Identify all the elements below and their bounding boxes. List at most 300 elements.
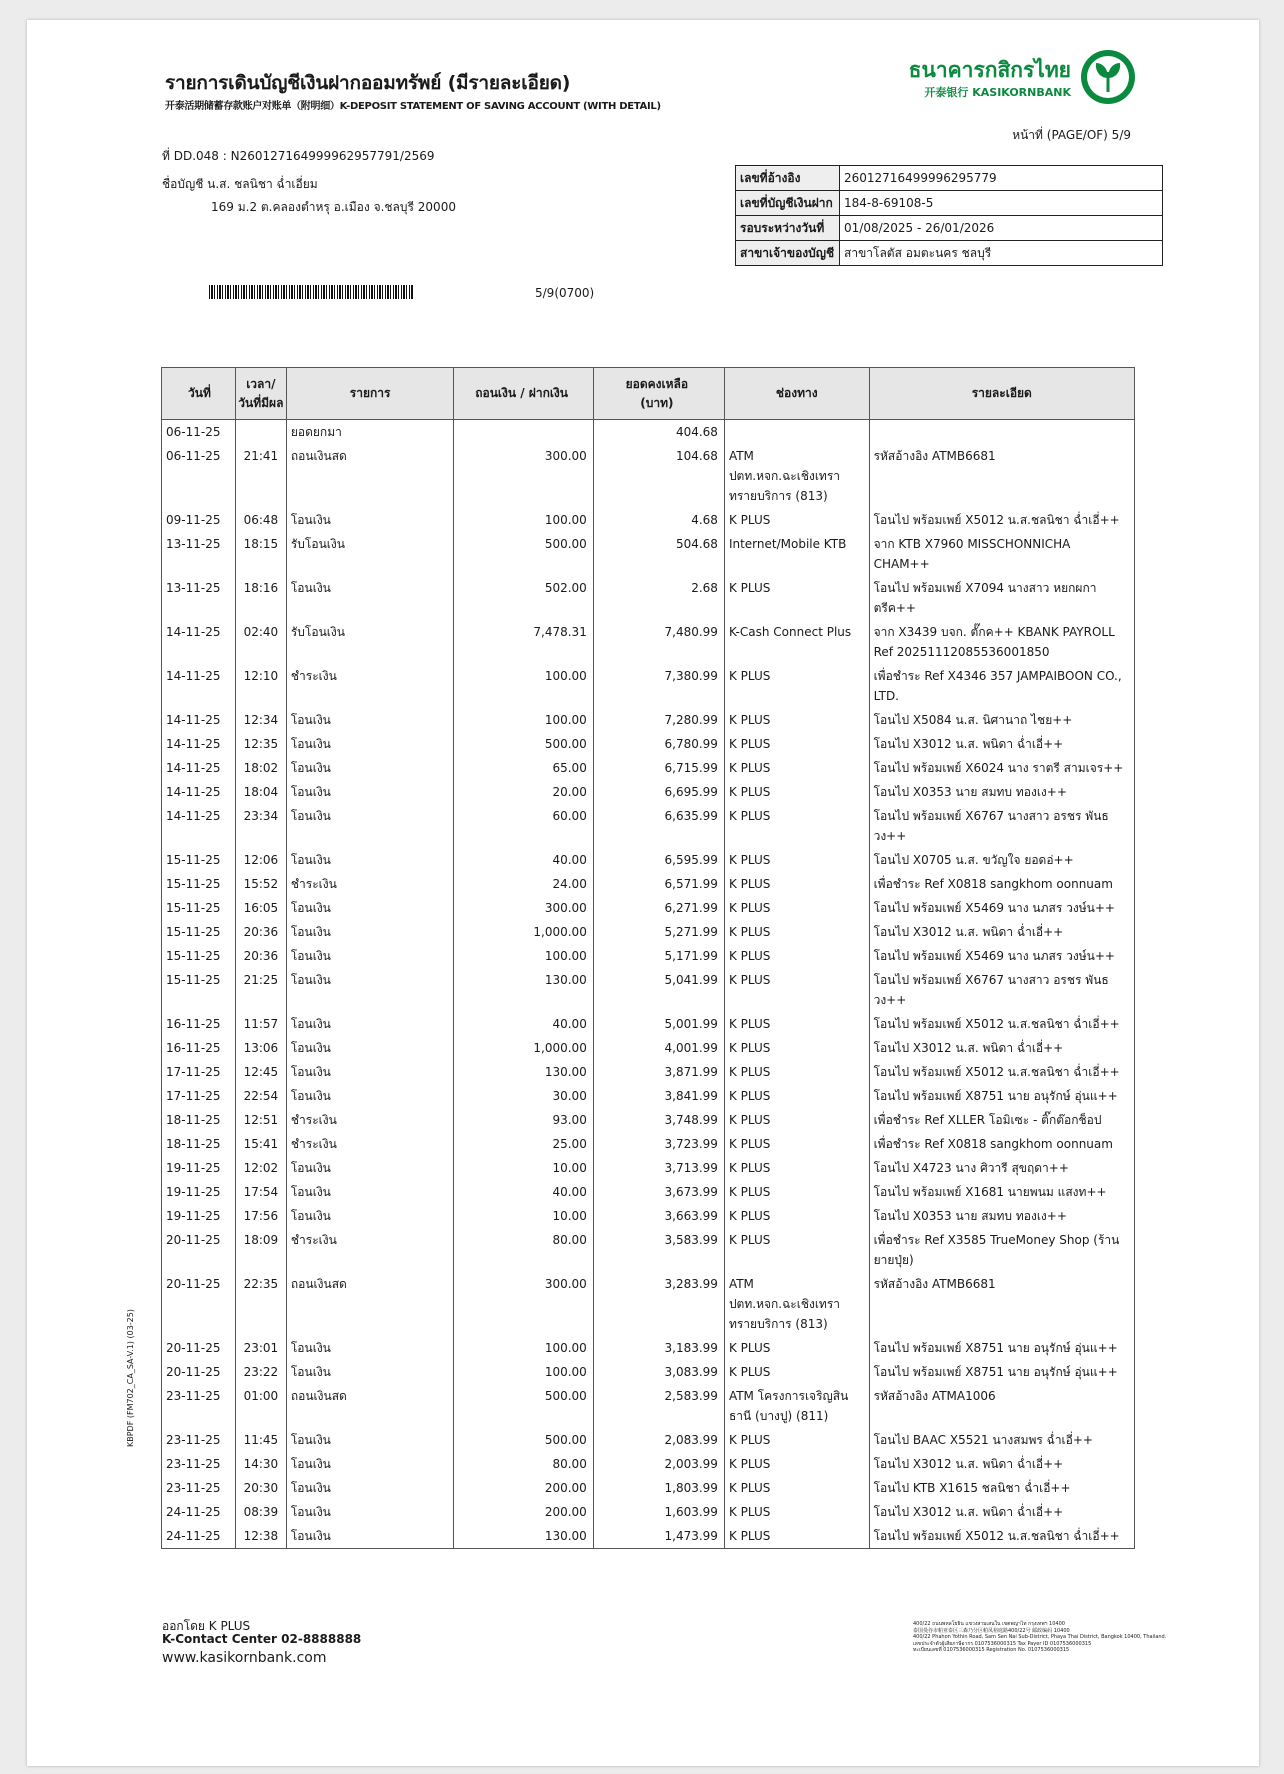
cell-channel: K PLUS: [724, 1360, 869, 1384]
info-label: รอบระหว่างวันที่: [736, 216, 840, 241]
info-row-reference: [736, 166, 1163, 191]
cell-time: 17:56: [235, 1204, 286, 1228]
info-label: สาขาเจ้าของบัญชี: [736, 241, 840, 266]
bank-address-line: 400/22 ถนนพหลโยธิน แขวงสามเสนใน เขตพญาไท กรุงเทพฯ 10400: [913, 1621, 1065, 1627]
cell-balance: 2.68: [593, 576, 724, 620]
cell-balance: 1,803.99: [593, 1476, 724, 1500]
cell-balance: 3,183.99: [593, 1336, 724, 1360]
cell-description: ถอนเงินสด: [286, 444, 454, 508]
cell-amount: 100.00: [454, 708, 593, 732]
table-row: [162, 944, 1135, 968]
cell-channel: K PLUS: [724, 1132, 869, 1156]
cell-description: โอนเงิน: [286, 1180, 454, 1204]
cell-detail: โอนไป X3012 น.ส. พนิดา ฉ่ำเอี่++: [869, 1452, 1134, 1476]
cell-date: 06-11-25: [162, 420, 236, 445]
cell-description: โอนเงิน: [286, 920, 454, 944]
cell-date: 17-11-25: [162, 1060, 236, 1084]
cell-amount: 80.00: [454, 1228, 593, 1272]
cell-time: 17:54: [235, 1180, 286, 1204]
contact-center: K-Contact Center 02-8888888: [162, 1632, 362, 1646]
table-row: [162, 708, 1135, 732]
cell-detail: โอนไป พร้อมเพย์ X8751 นาย อนุรักษ์ อุ่นแ++: [869, 1336, 1134, 1360]
info-value: 184-8-69108-5: [840, 191, 1163, 216]
cell-balance: 104.68: [593, 444, 724, 508]
account-holder-address: 169 ม.2 ต.คลองตำหรุ อ.เมือง จ.ชลบุรี 20000: [211, 200, 456, 214]
cell-balance: 3,748.99: [593, 1108, 724, 1132]
cell-channel: K PLUS: [724, 872, 869, 896]
cell-balance: 6,715.99: [593, 756, 724, 780]
cell-channel: K PLUS: [724, 1204, 869, 1228]
table-row: [162, 780, 1135, 804]
table-row: [162, 1384, 1135, 1428]
cell-detail: โอนไป พร้อมเพย์ X5012 น.ส.ชลนิชา ฉ่ำเอี่++: [869, 1060, 1134, 1084]
cell-time: 22:54: [235, 1084, 286, 1108]
cell-amount: 130.00: [454, 1524, 593, 1549]
cell-description: โอนเงิน: [286, 1156, 454, 1180]
cell-balance: 6,571.99: [593, 872, 724, 896]
cell-amount: 1,000.00: [454, 920, 593, 944]
cell-description: โอนเงิน: [286, 848, 454, 872]
cell-time: 14:30: [235, 1452, 286, 1476]
cell-balance: 3,673.99: [593, 1180, 724, 1204]
page-number: หน้าที่ (PAGE/OF) 5/9: [1012, 128, 1131, 142]
cell-balance: 5,171.99: [593, 944, 724, 968]
cell-time: 18:02: [235, 756, 286, 780]
cell-balance: 5,001.99: [593, 1012, 724, 1036]
transaction-table: [161, 367, 1135, 1549]
cell-date: 14-11-25: [162, 780, 236, 804]
cell-detail: รหัสอ้างอิง ATMB6681: [869, 1272, 1134, 1336]
form-code: KBPDF (FM702_CA_SA-V.1) (03-25): [126, 1309, 135, 1447]
cell-date: 14-11-25: [162, 664, 236, 708]
cell-amount: 500.00: [454, 732, 593, 756]
transaction-rows: [162, 420, 1135, 1549]
table-row: [162, 732, 1135, 756]
cell-date: 19-11-25: [162, 1156, 236, 1180]
cell-channel: K PLUS: [724, 780, 869, 804]
cell-date: 15-11-25: [162, 872, 236, 896]
cell-amount: 7,478.31: [454, 620, 593, 664]
cell-amount: 60.00: [454, 804, 593, 848]
cell-date: 20-11-25: [162, 1228, 236, 1272]
cell-detail: โอนไป X4723 นาง ศิวารี สุขฤดา++: [869, 1156, 1134, 1180]
header-detail: รายละเอียด: [869, 368, 1134, 420]
cell-amount: 500.00: [454, 532, 593, 576]
header-balance-line2: (บาท): [640, 395, 674, 410]
cell-amount: 100.00: [454, 1336, 593, 1360]
cell-description: โอนเงิน: [286, 1500, 454, 1524]
cell-time: 20:36: [235, 920, 286, 944]
cell-description: ชำระเงิน: [286, 872, 454, 896]
cell-description: โอนเงิน: [286, 1036, 454, 1060]
cell-time: 13:06: [235, 1036, 286, 1060]
cell-time: 12:06: [235, 848, 286, 872]
cell-channel: ATM ปตท.หจก.ฉะเชิงเทราทรายบริการ (813): [724, 1272, 869, 1336]
cell-date: 23-11-25: [162, 1452, 236, 1476]
cell-detail: โอนไป พร้อมเพย์ X5012 น.ส.ชลนิชา ฉ่ำเอี่++: [869, 1524, 1134, 1549]
cell-amount: 200.00: [454, 1476, 593, 1500]
cell-description: โอนเงิน: [286, 576, 454, 620]
cell-balance: 6,780.99: [593, 732, 724, 756]
cell-date: 18-11-25: [162, 1132, 236, 1156]
barcode-number: 5/9(0700): [535, 286, 595, 300]
table-row: [162, 1336, 1135, 1360]
table-row: [162, 508, 1135, 532]
cell-date: 09-11-25: [162, 508, 236, 532]
cell-time: 15:41: [235, 1132, 286, 1156]
cell-channel: K PLUS: [724, 896, 869, 920]
cell-channel: K PLUS: [724, 944, 869, 968]
info-label: เลขที่อ้างอิง: [736, 166, 840, 191]
cell-balance: 6,635.99: [593, 804, 724, 848]
cell-balance: 2,583.99: [593, 1384, 724, 1428]
cell-balance: 3,841.99: [593, 1084, 724, 1108]
cell-description: โอนเงิน: [286, 1204, 454, 1228]
cell-time: 23:34: [235, 804, 286, 848]
cell-amount: 130.00: [454, 1060, 593, 1084]
issued-by: ออกโดย K PLUS: [162, 1619, 251, 1633]
table-row: [162, 1428, 1135, 1452]
cell-description: โอนเงิน: [286, 1452, 454, 1476]
cell-channel: K PLUS: [724, 1524, 869, 1549]
cell-date: 13-11-25: [162, 576, 236, 620]
bank-address-line: 400/22 Phahon Yothin Road, Sam Sen Nai Sub-District, Phaya Thai District, Bangkok 10400, Thailand.: [913, 1634, 1167, 1640]
cell-detail: เพื่อชำระ Ref X0818 sangkhom oonnuam: [869, 872, 1134, 896]
cell-channel: K-Cash Connect Plus: [724, 620, 869, 664]
cell-description: โอนเงิน: [286, 944, 454, 968]
cell-detail: โอนไป X0353 นาย สมทบ ทองเง++: [869, 1204, 1134, 1228]
cell-date: 18-11-25: [162, 1108, 236, 1132]
cell-date: 15-11-25: [162, 896, 236, 920]
cell-channel: K PLUS: [724, 1452, 869, 1476]
info-row-branch: [736, 241, 1163, 266]
cell-balance: 2,083.99: [593, 1428, 724, 1452]
cell-balance: 404.68: [593, 420, 724, 445]
cell-time: 18:15: [235, 532, 286, 576]
cell-amount: 93.00: [454, 1108, 593, 1132]
cell-detail: โอนไป พร้อมเพย์ X7094 นางสาว หยกผกา ตรีค++: [869, 576, 1134, 620]
cell-detail: จาก KTB X7960 MISSCHONNICHA CHAM++: [869, 532, 1134, 576]
info-value: สาขาโลตัส อมตะนคร ชลบุรี: [840, 241, 1163, 266]
cell-date: 20-11-25: [162, 1336, 236, 1360]
header-balance-line1: ยอดคงเหลือ: [625, 376, 689, 391]
cell-detail: โอนไป พร้อมเพย์ X5012 น.ส.ชลนิชา ฉ่ำเอี่++: [869, 508, 1134, 532]
cell-date: 23-11-25: [162, 1476, 236, 1500]
cell-channel: K PLUS: [724, 1156, 869, 1180]
table-row: [162, 1272, 1135, 1336]
table-row: [162, 1156, 1135, 1180]
cell-time: 06:48: [235, 508, 286, 532]
table-row: [162, 1500, 1135, 1524]
cell-date: 23-11-25: [162, 1428, 236, 1452]
cell-balance: 5,271.99: [593, 920, 724, 944]
cell-time: 18:09: [235, 1228, 286, 1272]
cell-detail: โอนไป X0705 น.ส. ขวัญใจ ยอดอ่++: [869, 848, 1134, 872]
bank-address: [913, 1621, 1167, 1654]
cell-amount: 1,000.00: [454, 1036, 593, 1060]
table-row: [162, 620, 1135, 664]
cell-detail: โอนไป X3012 น.ส. พนิดา ฉ่ำเอี่++: [869, 732, 1134, 756]
cell-amount: 65.00: [454, 756, 593, 780]
cell-detail: เพื่อชำระ Ref XLLER โอมิเซะ - ติ๊กต๊อกช็อป: [869, 1108, 1134, 1132]
cell-balance: 1,603.99: [593, 1500, 724, 1524]
cell-description: โอนเงิน: [286, 1084, 454, 1108]
table-row: [162, 1452, 1135, 1476]
table-row: [162, 1132, 1135, 1156]
cell-amount: 40.00: [454, 1180, 593, 1204]
cell-amount: 100.00: [454, 1360, 593, 1384]
cell-detail: เพื่อชำระ Ref X3585 TrueMoney Shop (ร้านยายปุ่ย): [869, 1228, 1134, 1272]
table-row: [162, 532, 1135, 576]
cell-date: 15-11-25: [162, 920, 236, 944]
cell-date: 19-11-25: [162, 1180, 236, 1204]
cell-time: 20:36: [235, 944, 286, 968]
cell-detail: โอนไป พร้อมเพย์ X5469 นาง นภสร วงษ์น++: [869, 896, 1134, 920]
cell-amount: 30.00: [454, 1084, 593, 1108]
cell-time: 23:22: [235, 1360, 286, 1384]
bank-address-line: 泰国曼谷市帕亚泰区三森乃分区帕凤裕庭路400/22号 邮政编码 10400: [913, 1627, 1070, 1634]
cell-time: 23:01: [235, 1336, 286, 1360]
bank-name-english: 开泰银行 KASIKORNBANK: [924, 86, 1071, 99]
table-row: [162, 576, 1135, 620]
cell-description: โอนเงิน: [286, 804, 454, 848]
cell-description: โอนเงิน: [286, 1060, 454, 1084]
bank-logo: [903, 48, 1143, 118]
cell-date: 23-11-25: [162, 1384, 236, 1428]
cell-detail: โอนไป พร้อมเพย์ X8751 นาย อนุรักษ์ อุ่นแ++: [869, 1360, 1134, 1384]
cell-description: โอนเงิน: [286, 708, 454, 732]
cell-time: [235, 420, 286, 445]
cell-date: 20-11-25: [162, 1360, 236, 1384]
table-row: [162, 756, 1135, 780]
cell-amount: 100.00: [454, 508, 593, 532]
cell-detail: โอนไป พร้อมเพย์ X5012 น.ส.ชลนิชา ฉ่ำเอี่++: [869, 1012, 1134, 1036]
table-row: [162, 1180, 1135, 1204]
table-row: [162, 1228, 1135, 1272]
cell-channel: [724, 420, 869, 445]
cell-description: รับโอนเงิน: [286, 532, 454, 576]
statement-title-thai: รายการเดินบัญชีเงินฝากออมทรัพย์ (มีรายละเอียด): [165, 72, 571, 94]
cell-amount: 10.00: [454, 1156, 593, 1180]
cell-time: 12:51: [235, 1108, 286, 1132]
cell-amount: 20.00: [454, 780, 593, 804]
cell-balance: 3,283.99: [593, 1272, 724, 1336]
table-row: [162, 872, 1135, 896]
cell-channel: K PLUS: [724, 848, 869, 872]
cell-date: 14-11-25: [162, 756, 236, 780]
cell-time: 12:45: [235, 1060, 286, 1084]
cell-channel: K PLUS: [724, 576, 869, 620]
bank-name-thai: ธนาคารกสิกรไทย: [908, 58, 1071, 82]
table-row: [162, 1360, 1135, 1384]
cell-description: โอนเงิน: [286, 756, 454, 780]
statement-title-english: 开泰活期储蓄存款账户对账单（附明细）K-DEPOSIT STATEMENT OF SAVING ACCOUNT (WITH DETAIL): [165, 101, 661, 112]
cell-amount: 500.00: [454, 1428, 593, 1452]
cell-balance: 3,663.99: [593, 1204, 724, 1228]
cell-channel: K PLUS: [724, 1108, 869, 1132]
table-row: [162, 1060, 1135, 1084]
cell-channel: K PLUS: [724, 664, 869, 708]
cell-time: 18:16: [235, 576, 286, 620]
info-row-account-number: [736, 191, 1163, 216]
cell-detail: รหัสอ้างอิง ATMA1006: [869, 1384, 1134, 1428]
barcode-icon: [209, 285, 414, 299]
cell-amount: 100.00: [454, 944, 593, 968]
cell-amount: 300.00: [454, 896, 593, 920]
cell-balance: 6,595.99: [593, 848, 724, 872]
info-row-period: [736, 216, 1163, 241]
table-row: [162, 920, 1135, 944]
cell-channel: K PLUS: [724, 968, 869, 1012]
table-row: [162, 1476, 1135, 1500]
table-header-row: [162, 368, 1135, 420]
cell-description: โอนเงิน: [286, 780, 454, 804]
table-row: [162, 1204, 1135, 1228]
cell-channel: K PLUS: [724, 1476, 869, 1500]
cell-balance: 6,271.99: [593, 896, 724, 920]
cell-amount: 130.00: [454, 968, 593, 1012]
header-time: [235, 368, 286, 420]
cell-date: 24-11-25: [162, 1500, 236, 1524]
cell-detail: โอนไป พร้อมเพย์ X6767 นางสาว อรชร พันธวง++: [869, 968, 1134, 1012]
table-row: [162, 1524, 1135, 1549]
cell-time: 12:02: [235, 1156, 286, 1180]
info-label: เลขที่บัญชีเงินฝาก: [736, 191, 840, 216]
table-row: [162, 1084, 1135, 1108]
cell-channel: K PLUS: [724, 708, 869, 732]
cell-channel: K PLUS: [724, 1036, 869, 1060]
document-number: ที่ DD.048 : N260127164999962957791/2569: [162, 149, 435, 163]
cell-detail: โอนไป พร้อมเพย์ X1681 นายพนม แสงท++: [869, 1180, 1134, 1204]
cell-amount: 40.00: [454, 1012, 593, 1036]
cell-date: 16-11-25: [162, 1012, 236, 1036]
cell-date: 14-11-25: [162, 620, 236, 664]
cell-time: 11:57: [235, 1012, 286, 1036]
bank-website: www.kasikornbank.com: [162, 1650, 327, 1666]
cell-detail: โอนไป พร้อมเพย์ X8751 นาย อนุรักษ์ อุ่นแ++: [869, 1084, 1134, 1108]
table-row: [162, 968, 1135, 1012]
table-row: [162, 1036, 1135, 1060]
cell-channel: K PLUS: [724, 756, 869, 780]
cell-description: โอนเงิน: [286, 1336, 454, 1360]
cell-description: โอนเงิน: [286, 1360, 454, 1384]
cell-description: ชำระเงิน: [286, 1108, 454, 1132]
table-row: [162, 1108, 1135, 1132]
cell-channel: K PLUS: [724, 804, 869, 848]
cell-balance: 3,713.99: [593, 1156, 724, 1180]
cell-balance: 7,480.99: [593, 620, 724, 664]
cell-description: ชำระเงิน: [286, 1132, 454, 1156]
cell-detail: โอนไป X0353 นาย สมทบ ทองเง++: [869, 780, 1134, 804]
cell-date: 17-11-25: [162, 1084, 236, 1108]
cell-time: 12:35: [235, 732, 286, 756]
cell-description: โอนเงิน: [286, 1012, 454, 1036]
cell-description: โอนเงิน: [286, 1524, 454, 1549]
cell-balance: 6,695.99: [593, 780, 724, 804]
account-holder-name: ชื่อบัญชี น.ส. ชลนิชา ฉ่ำเอี่ยม: [162, 177, 318, 191]
cell-date: 06-11-25: [162, 444, 236, 508]
cell-description: โอนเงิน: [286, 1476, 454, 1500]
cell-date: 16-11-25: [162, 1036, 236, 1060]
cell-time: 15:52: [235, 872, 286, 896]
cell-date: 24-11-25: [162, 1524, 236, 1549]
cell-description: ชำระเงิน: [286, 664, 454, 708]
cell-channel: K PLUS: [724, 1084, 869, 1108]
cell-date: 15-11-25: [162, 848, 236, 872]
bank-address-line: ทะเบียนเลขที่ 0107536000315 Registration No. 0107536000315: [913, 1647, 1070, 1653]
statement-page: [27, 20, 1259, 1766]
cell-balance: 7,380.99: [593, 664, 724, 708]
table-row: [162, 664, 1135, 708]
cell-detail: เพื่อชำระ Ref X4346 357 JAMPAIBOON CO., LTD.: [869, 664, 1134, 708]
bank-address-line: เลขประจำตัวผู้เสียภาษีอากร 0107536000315 Tax Payer ID 0107536000315: [913, 1640, 1092, 1647]
cell-time: 21:41: [235, 444, 286, 508]
cell-balance: 2,003.99: [593, 1452, 724, 1476]
cell-date: 15-11-25: [162, 968, 236, 1012]
table-row: [162, 804, 1135, 848]
cell-channel: K PLUS: [724, 732, 869, 756]
header-balance: [593, 368, 724, 420]
cell-detail: โอนไป พร้อมเพย์ X6024 นาง ราตรี สามเจร++: [869, 756, 1134, 780]
header-channel: ช่องทาง: [724, 368, 869, 420]
cell-balance: 3,871.99: [593, 1060, 724, 1084]
account-info-box: [735, 165, 1163, 266]
cell-time: 20:30: [235, 1476, 286, 1500]
cell-description: โอนเงิน: [286, 732, 454, 756]
header-date: วันที่: [162, 368, 236, 420]
cell-balance: 1,473.99: [593, 1524, 724, 1549]
cell-description: รับโอนเงิน: [286, 620, 454, 664]
cell-detail: โอนไป X3012 น.ส. พนิดา ฉ่ำเอี่++: [869, 920, 1134, 944]
cell-date: 14-11-25: [162, 708, 236, 732]
cell-amount: 300.00: [454, 1272, 593, 1336]
table-row: [162, 896, 1135, 920]
cell-balance: 3,723.99: [593, 1132, 724, 1156]
cell-detail: โอนไป X3012 น.ส. พนิดา ฉ่ำเอี่++: [869, 1036, 1134, 1060]
cell-time: 02:40: [235, 620, 286, 664]
cell-time: 22:35: [235, 1272, 286, 1336]
cell-amount: 80.00: [454, 1452, 593, 1476]
cell-description: โอนเงิน: [286, 508, 454, 532]
cell-channel: K PLUS: [724, 508, 869, 532]
cell-date: 14-11-25: [162, 804, 236, 848]
cell-time: 18:04: [235, 780, 286, 804]
cell-channel: K PLUS: [724, 1180, 869, 1204]
cell-detail: โอนไป X3012 น.ส. พนิดา ฉ่ำเอี่++: [869, 1500, 1134, 1524]
cell-time: 12:38: [235, 1524, 286, 1549]
cell-description: ถอนเงินสด: [286, 1384, 454, 1428]
cell-amount: 500.00: [454, 1384, 593, 1428]
cell-channel: ATM ปตท.หจก.ฉะเชิงเทราทรายบริการ (813): [724, 444, 869, 508]
cell-balance: 5,041.99: [593, 968, 724, 1012]
cell-time: 21:25: [235, 968, 286, 1012]
cell-channel: K PLUS: [724, 1012, 869, 1036]
header-time-line2: วันที่มีผล: [238, 395, 284, 410]
table-row: [162, 420, 1135, 445]
cell-channel: K PLUS: [724, 1428, 869, 1452]
cell-detail: จาก X3439 บจก. ตั๊กค++ KBANK PAYROLL Ref 20251112085536001850: [869, 620, 1134, 664]
cell-channel: K PLUS: [724, 920, 869, 944]
cell-date: 15-11-25: [162, 944, 236, 968]
cell-channel: K PLUS: [724, 1500, 869, 1524]
cell-time: 16:05: [235, 896, 286, 920]
cell-balance: 4.68: [593, 508, 724, 532]
cell-balance: 504.68: [593, 532, 724, 576]
cell-description: ยอดยกมา: [286, 420, 454, 445]
cell-channel: K PLUS: [724, 1060, 869, 1084]
cell-time: 08:39: [235, 1500, 286, 1524]
cell-amount: 24.00: [454, 872, 593, 896]
